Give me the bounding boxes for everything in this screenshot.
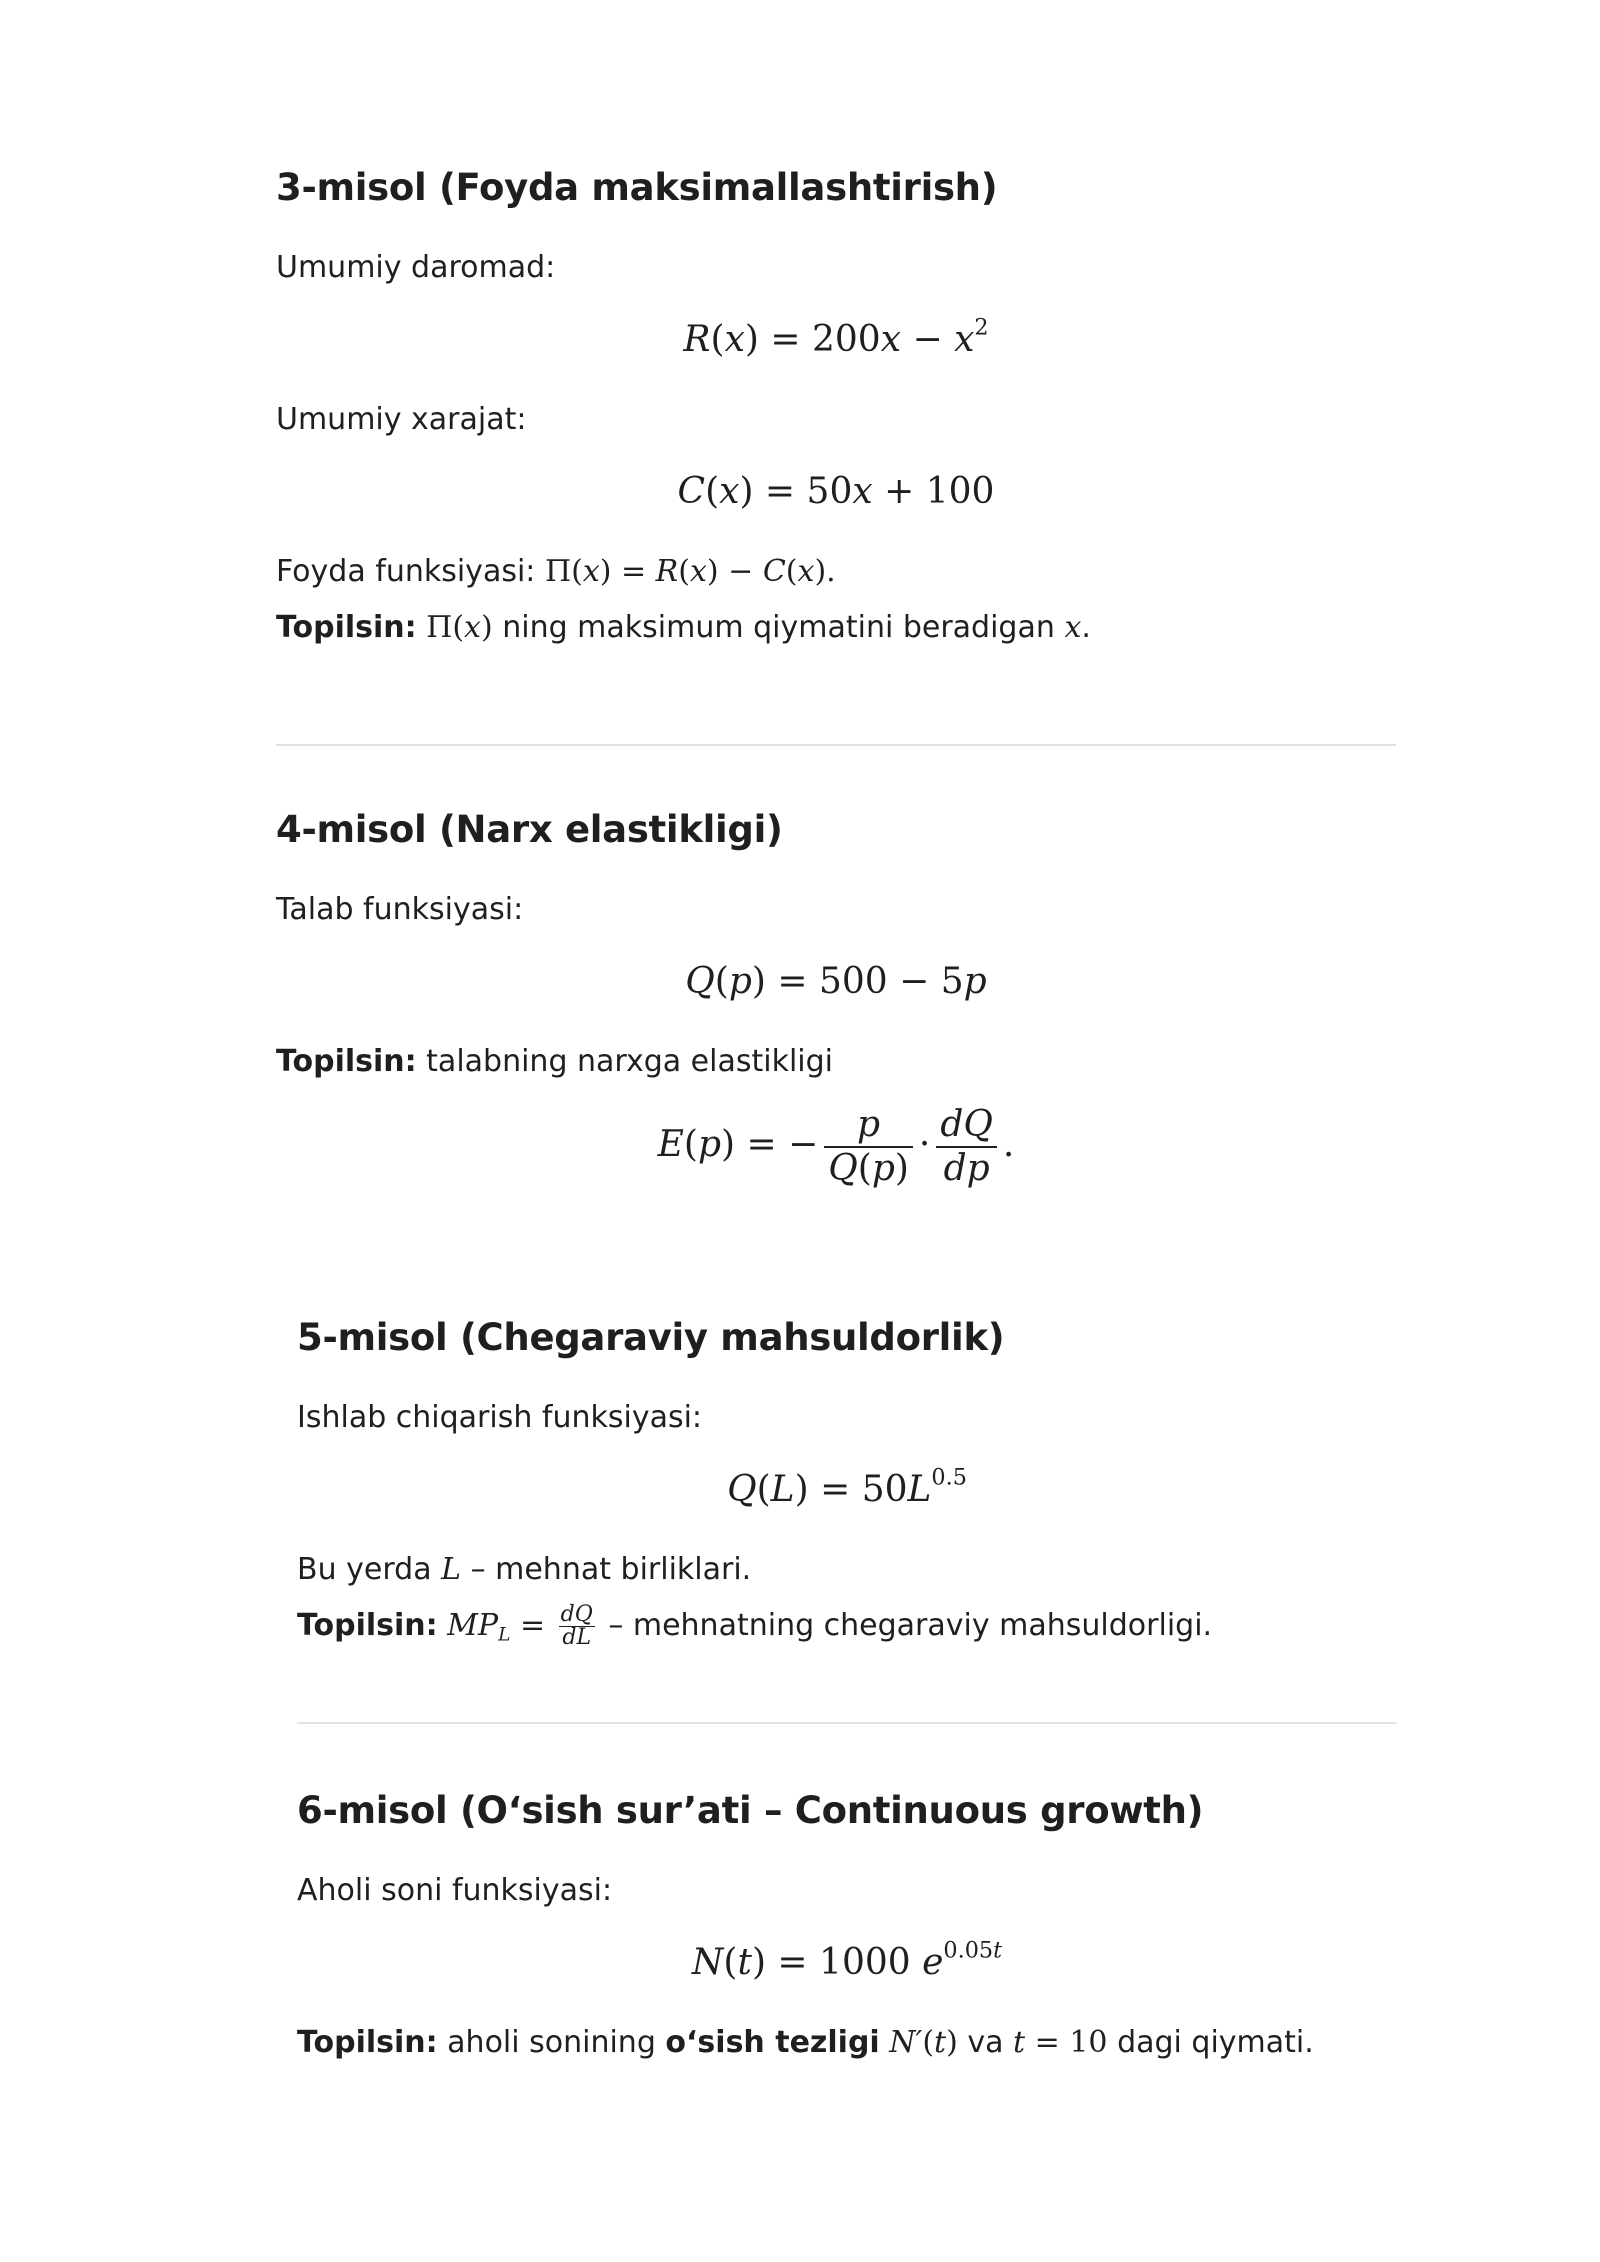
growth-rate-term: o‘sish tezligi — [665, 2025, 880, 2060]
revenue-coefficient: 200 — [811, 319, 881, 360]
example-5-section — [297, 1314, 1397, 1654]
find-line-3: Topilsin: Π(x) ning maksimum qiymatini beradigan x. — [276, 610, 1091, 645]
production-label: Ishlab chiqarish funksiyasi: — [297, 1400, 703, 1435]
revenue-symbol: R — [683, 319, 711, 360]
demand-equation: Q(p) = 500 − 5p — [685, 961, 987, 1002]
find-line-4 — [276, 1034, 1396, 1090]
find-line-5: Topilsin: $MP_L$ = $\frac{dQ}{dL}$ – mehnatning chegaraviy mahsuldorligi. — [297, 1602, 1213, 1650]
demand-constant: 500 — [818, 961, 888, 1002]
topilsin-label: Topilsin: — [297, 1608, 438, 1643]
revenue-exponent: 2 — [974, 314, 989, 341]
fraction: $\frac{p}{Q(p)}$ — [824, 1104, 913, 1190]
profit-formula: Π(x) = R(x) − C(x). — [544, 554, 836, 589]
profit-label: Foyda funksiyasi: — [276, 554, 536, 589]
find-va: va — [967, 2025, 1004, 2060]
production-equation: $Q(L) = 50L^{0.5}$ — [727, 1464, 967, 1510]
where-prefix: Bu yerda — [297, 1552, 432, 1587]
find-text-3: ning maksimum qiymatini beradigan — [502, 610, 1055, 645]
cost-equation: C(x) = 50x + 100 — [677, 471, 995, 512]
demand-label: Talab funksiyasi: — [276, 892, 524, 927]
profit-line — [276, 544, 1396, 600]
find-text-5: – mehnatning chegaraviy mahsuldorligi. — [608, 1608, 1213, 1643]
cost-constant: 100 — [925, 471, 995, 512]
divider — [297, 1722, 1397, 1724]
example-4-title: 4-misol (Narx elastikligi) — [276, 808, 783, 851]
example-6-title: 6-misol (O‘sish sur’ati – Continuous growth) — [297, 1789, 1204, 1832]
population-exponent: 0.05 — [943, 1937, 994, 1964]
revenue-label: Umumiy daromad: — [276, 250, 556, 285]
find-prefix-6: aholi sonining — [447, 2025, 656, 2060]
topilsin-label: Topilsin: — [297, 2025, 438, 2060]
find-text-4: talabning narxga elastikligi — [426, 1044, 833, 1079]
marginal-product-fraction: $\frac{dQ}{dL}$ — [560, 1602, 593, 1650]
cost-coefficient: 50 — [806, 471, 853, 512]
elasticity-equation: E(p) = − $\frac{p}{Q(p)}$ · $\frac{dQ}{dp}$ . — [657, 1104, 1015, 1189]
revenue-equation: $R(x) = 200x - x^2$ — [683, 314, 989, 360]
derivative-fraction: $\frac{dQ}{dp}$ — [936, 1104, 997, 1190]
cost-label: Umumiy xarajat: — [276, 402, 527, 437]
example-5-title: 5-misol (Chegaraviy mahsuldorlik) — [297, 1316, 1005, 1359]
production-coefficient: 50 — [861, 1469, 908, 1510]
population-label: Aholi soni funksiyasi: — [297, 1873, 613, 1908]
find-suffix-6: dagi qiymati. — [1117, 2025, 1314, 2060]
population-equation: N(t) = 1000 $e^{0.05t}$ — [691, 1937, 1003, 1983]
example-3-title: 3-misol (Foyda maksimallashtirish) — [276, 166, 998, 209]
topilsin-label: Topilsin: — [276, 610, 417, 645]
production-exponent: 0.5 — [931, 1464, 967, 1491]
where-line: Bu yerda L – mehnat birliklari. — [297, 1552, 752, 1587]
example-6-section — [297, 1787, 1397, 2071]
topilsin-label: Topilsin: — [276, 1044, 417, 1079]
demand-coefficient: 5 — [940, 961, 964, 1002]
find-line-6: Topilsin: aholi sonining o‘sish tezligi N′(t) va t = 10 dagi qiymati. — [297, 2025, 1314, 2060]
t-value: 10 — [1069, 2025, 1108, 2060]
divider — [276, 744, 1396, 746]
where-suffix: – mehnat birliklari. — [470, 1552, 752, 1587]
cost-symbol: C — [677, 471, 706, 512]
example-3-section — [276, 164, 1396, 656]
example-4-section — [276, 806, 1396, 1216]
population-coefficient: 1000 — [819, 1942, 911, 1983]
